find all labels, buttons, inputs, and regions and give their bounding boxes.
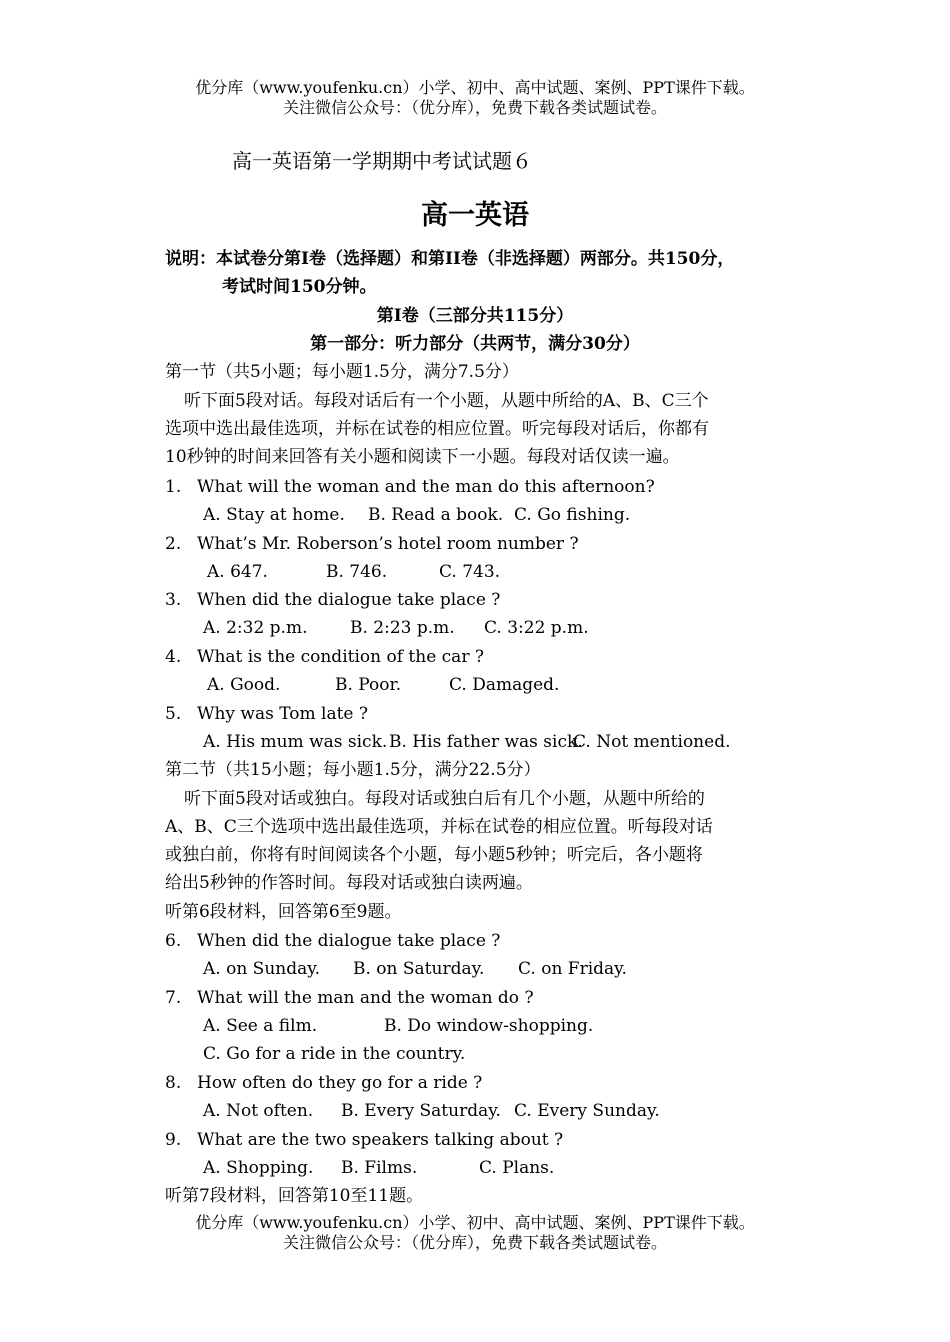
question-text: How often do they go for a ride ? — [197, 1073, 483, 1093]
page-title: 高一英语 — [421, 200, 529, 231]
volume1-heading: 第I卷（三部分共115分） — [376, 306, 574, 326]
footer-line-1: 优分库（www.youfenku.cn）小学、初中、高中试题、案例、PPT课件下载。 — [195, 1213, 755, 1232]
question-number: 4. — [165, 647, 182, 667]
option-c: C. Every Sunday. — [514, 1101, 660, 1121]
material-6-label: 听第6段材料，回答第6至9题。 — [165, 902, 402, 922]
question-number: 5. — [165, 704, 182, 724]
option-b: B. 2:23 p.m. — [350, 618, 455, 638]
option-b: B. Every Saturday. — [341, 1101, 501, 1121]
instructions-line-1: 说明：本试卷分第I卷（选择题）和第II卷（非选择题）两部分。共150分， — [165, 249, 735, 269]
question-text: What will the man and the woman do ? — [197, 988, 534, 1008]
question-number: 1. — [165, 477, 182, 497]
question-text: When did the dialogue take place ? — [197, 931, 501, 951]
option-b: B. Do window-shopping. — [384, 1016, 594, 1036]
option-a: A. Not often. — [203, 1101, 314, 1121]
option-a: A. See a film. — [203, 1016, 318, 1036]
option-a: A. 2:32 p.m. — [203, 618, 308, 638]
question-number: 3. — [165, 590, 182, 610]
option-a: A. on Sunday. — [203, 959, 320, 979]
option-b: B. His father was sick. — [389, 732, 583, 752]
section2-directions-line: 给出5秒钟的作答时间。每段对话或独白读两遍。 — [165, 873, 533, 893]
option-a: A. Shopping. — [203, 1158, 314, 1178]
question-number: 8. — [165, 1073, 182, 1093]
question-number: 9. — [165, 1130, 182, 1150]
option-b: B. 746. — [326, 562, 388, 582]
document-title: 高一英语第一学期期中考试试题６ — [232, 149, 532, 173]
part1-heading: 第一部分：听力部分（共两节，满分30分） — [310, 334, 640, 354]
question-text: What is the condition of the car ? — [197, 647, 484, 667]
question-text: What are the two speakers talking about ? — [197, 1130, 564, 1150]
section1-heading: 第一节（共5小题；每小题1.5分，满分7.5分） — [165, 362, 519, 382]
option-a: A. Good. — [207, 675, 281, 695]
instructions-line-2: 考试时间150分钟。 — [222, 277, 377, 297]
section1-directions-line: 听下面5段对话。每段对话后有一个小题，从题中所给的A、B、C三个 — [184, 391, 709, 411]
option-b: B. on Saturday. — [353, 959, 485, 979]
question-number: 7. — [165, 988, 182, 1008]
option-a: A. 647. — [207, 562, 268, 582]
section2-directions-line: 或独白前，你将有时间阅读各个小题，每小题5秒钟；听完后，各小题将 — [165, 845, 703, 865]
option-c: C. Not mentioned. — [573, 732, 731, 752]
section2-directions-line: 听下面5段对话或独白。每段对话或独白后有几个小题，从题中所给的 — [184, 789, 705, 809]
header-line-2: 关注微信公众号：（优分库），免费下载各类试题试卷。 — [282, 98, 667, 117]
section2-directions-line: A、B、C三个选项中选出最佳选项，并标在试卷的相应位置。听每段对话 — [165, 817, 713, 837]
option-b: B. Read a book. — [368, 505, 504, 525]
question-number: 2. — [165, 534, 182, 554]
option-c: C. Go for a ride in the country. — [203, 1044, 466, 1064]
question-text: What will the woman and the man do this afternoon? — [197, 477, 655, 497]
header-line-1: 优分库（www.youfenku.cn）小学、初中、高中试题、案例、PPT课件下载。 — [195, 78, 755, 97]
option-a: A. His mum was sick. — [203, 732, 388, 752]
option-c: C. Damaged. — [449, 675, 560, 695]
option-b: B. Films. — [341, 1158, 418, 1178]
question-text: What’s Mr. Roberson’s hotel room number ? — [197, 534, 579, 554]
question-text: Why was Tom late ? — [197, 704, 369, 724]
option-b: B. Poor. — [335, 675, 402, 695]
section2-heading: 第二节（共15小题；每小题1.5分，满分22.5分） — [165, 760, 541, 780]
option-c: C. Go fishing. — [514, 505, 631, 525]
question-text: When did the dialogue take place ? — [197, 590, 501, 610]
option-c: C. on Friday. — [518, 959, 627, 979]
question-number: 6. — [165, 931, 182, 951]
footer-line-2: 关注微信公众号：（优分库），免费下载各类试题试卷。 — [282, 1233, 667, 1252]
material-7-label: 听第7段材料，回答第10至11题。 — [165, 1186, 424, 1206]
option-c: C. Plans. — [479, 1158, 555, 1178]
section1-directions-line: 10秒钟的时间来回答有关小题和阅读下一小题。每段对话仅读一遍。 — [165, 447, 680, 467]
option-c: C. 743. — [439, 562, 501, 582]
option-a: A. Stay at home. — [203, 505, 345, 525]
section1-directions-line: 选项中选出最佳选项，并标在试卷的相应位置。听完每段对话后，你都有 — [165, 419, 709, 439]
option-c: C. 3:22 p.m. — [484, 618, 589, 638]
